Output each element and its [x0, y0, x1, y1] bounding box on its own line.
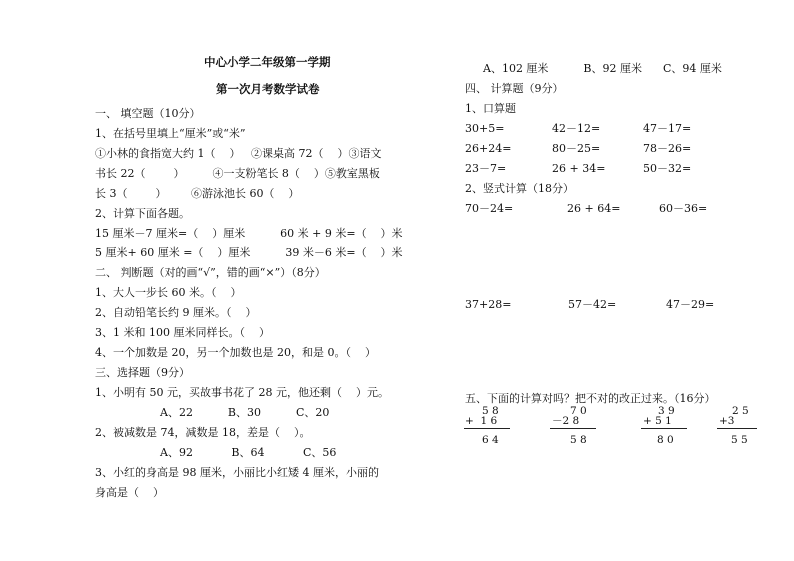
- q1-2-prompt: 2、计算下面各题。: [95, 207, 190, 220]
- q1-1-line3: 长 3（ ） ⑥游泳池长 60（ ）: [95, 187, 300, 200]
- oral-calc-item: 78－26=: [643, 142, 692, 155]
- q1-2-line1: 15 厘米－7 厘米=（ ）厘米 60 米 + 9 米=（ ）米: [95, 227, 403, 240]
- oral-calc-item: 50－32=: [643, 162, 692, 175]
- oral-calc-item: 26+24=: [465, 142, 512, 155]
- check-problem-result: 6 4: [482, 434, 499, 446]
- exam-school-title: 中心小学二年级第一学期: [204, 55, 331, 69]
- q1-2-line2: 5 厘米+ 60 厘米 =（ ）厘米 39 米－6 米=（ ）米: [95, 246, 403, 259]
- check-problem-top: 7 0: [570, 405, 587, 417]
- check-problem-bottom: + 5 1: [643, 415, 672, 427]
- oral-calc-item: 42－12=: [552, 122, 601, 135]
- oral-calc-item: 80－25=: [552, 142, 601, 155]
- check-problem-bottom: + 1 6: [465, 415, 498, 427]
- check-problem-bottom: +3: [719, 415, 735, 427]
- section-1-heading: 一、 填空题（10分）: [95, 107, 201, 120]
- calc-line: [550, 428, 596, 429]
- section-3-heading: 三、选择题（9分）: [95, 366, 190, 379]
- section-5-heading: 五、下面的计算对吗？把不对的改正过来。（16分）: [465, 392, 716, 405]
- calc-line: [641, 428, 687, 429]
- judge-item: 4、一个加数是 20，另一个加数也是 20，和是 0。（ ）: [95, 346, 376, 359]
- oral-calc-heading: 1、口算题: [465, 102, 516, 115]
- calc-line: [464, 428, 510, 429]
- choice-q3-line2: 身高是（ ）: [95, 486, 164, 499]
- check-problem-result: 5 8: [570, 434, 587, 446]
- vertical-calc-item: 26 + 64=: [567, 202, 621, 215]
- vertical-calc-item: 47－29=: [666, 298, 715, 311]
- judge-item: 1、大人一步长 60 米。（ ）: [95, 286, 242, 299]
- check-problem-bottom: －2 8: [552, 415, 580, 427]
- exam-title: 第一次月考数学试卷: [216, 82, 320, 96]
- choice-q1: 1、小明有 50 元，买故事书花了 28 元，他还剩（ ）元。: [95, 386, 389, 399]
- section-4-heading: 四、 计算题（9分）: [465, 82, 564, 95]
- check-problem-result: 8 0: [657, 434, 674, 446]
- judge-item: 3、1 米和 100 厘米同样长。（ ）: [95, 326, 270, 339]
- choice-q3-line1: 3、小红的身高是 98 厘米，小丽比小红矮 4 厘米，小丽的: [95, 466, 379, 479]
- check-problem-top: 5 8: [482, 405, 499, 417]
- vertical-calc-item: 70－24=: [465, 202, 514, 215]
- q1-1-line2: 书长 22（ ） ④一支粉笔长 8（ ）⑤教室黑板: [95, 167, 380, 180]
- oral-calc-item: 23－7=: [465, 162, 507, 175]
- check-problem-result: 5 5: [731, 434, 748, 446]
- choice-q3-options: A、102 厘米 B、92 厘米 C、94 厘米: [483, 62, 722, 75]
- oral-calc-item: 30+5=: [465, 122, 505, 135]
- q1-1-line1: ①小林的食指宽大约 1（ ） ②课桌高 72（ ）③语文: [95, 147, 382, 160]
- judge-item: 2、自动铅笔长约 9 厘米。（ ）: [95, 306, 257, 319]
- check-problem-top: 2 5: [732, 405, 749, 417]
- oral-calc-item: 26 + 34=: [552, 162, 606, 175]
- calc-line: [717, 428, 757, 429]
- vertical-calc-item: 60－36=: [659, 202, 708, 215]
- vertical-calc-item: 37+28=: [465, 298, 512, 311]
- vertical-calc-item: 57－42=: [568, 298, 617, 311]
- choice-q2: 2、被减数是 74，减数是 18，差是（ ）。: [95, 426, 311, 439]
- section-2-heading: 二、 判断题（对的画“√”，错的画“×”）（8分）: [95, 266, 326, 279]
- vertical-calc-heading: 2、竖式计算（18分）: [465, 182, 574, 195]
- q1-1-prompt: 1、在括号里填上“厘米”或“米”: [95, 127, 246, 140]
- choice-q2-options: A、92 B、64 C、56: [160, 446, 337, 459]
- choice-q1-options: A、22 B、30 C、20: [160, 406, 330, 419]
- oral-calc-item: 47－17=: [643, 122, 692, 135]
- check-problem-top: 3 9: [658, 405, 675, 417]
